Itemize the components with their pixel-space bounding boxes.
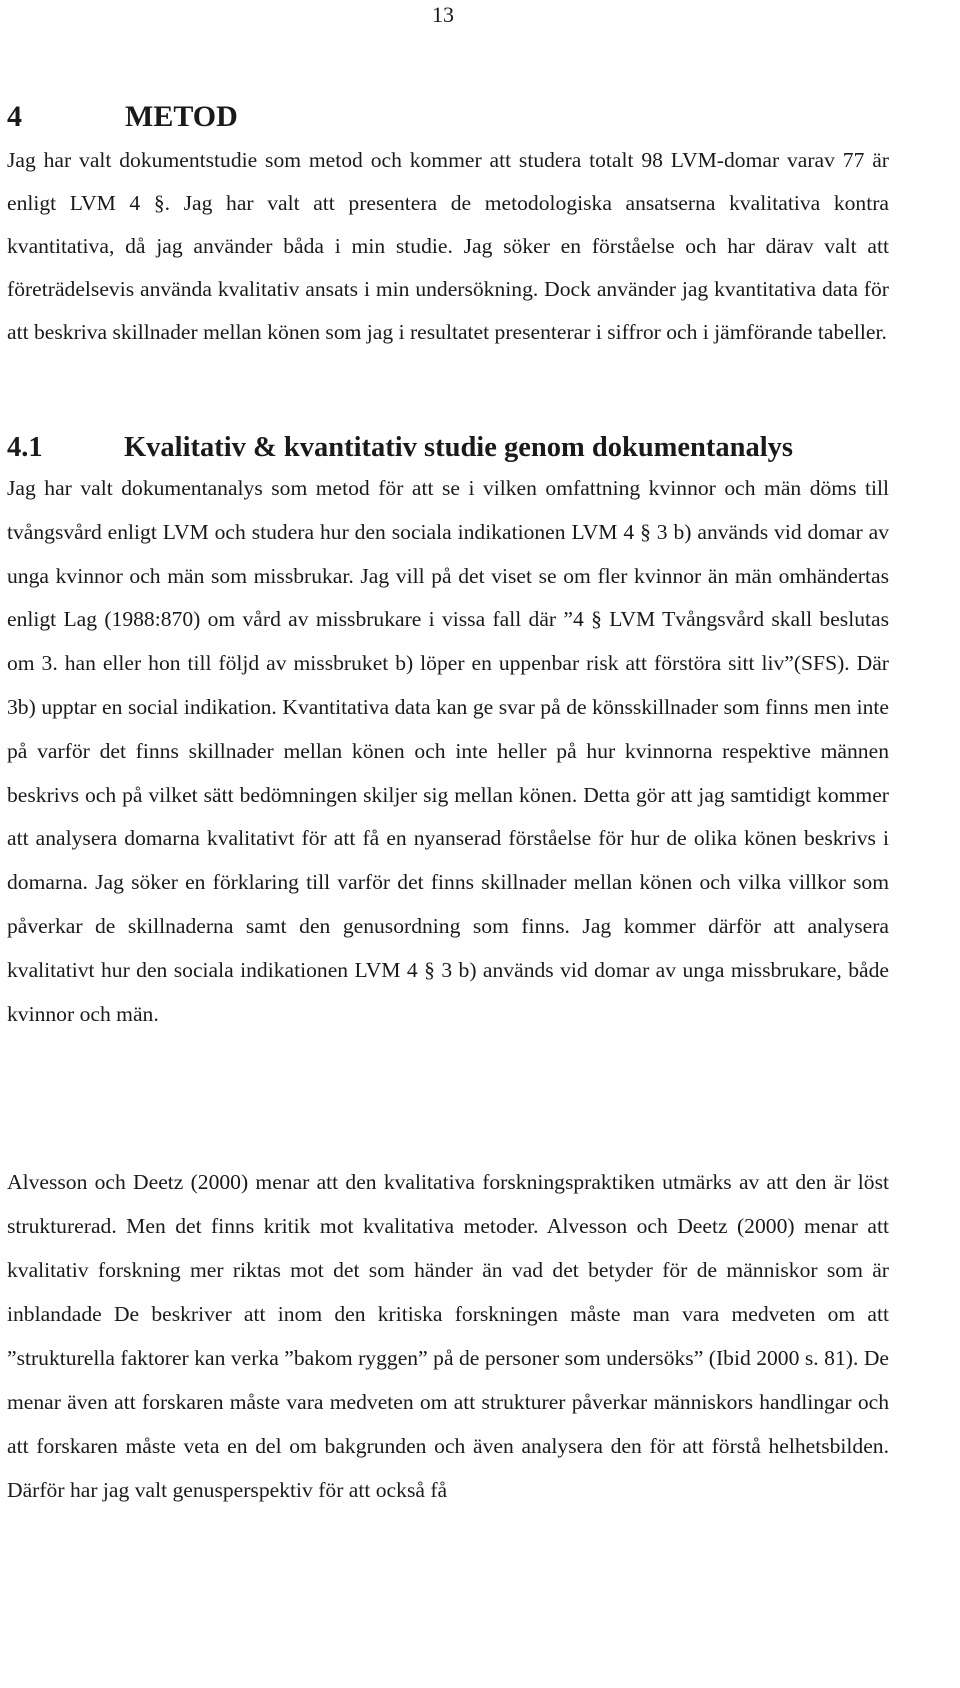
body-paragraph: Jag har valt dokumentanalys som metod för att se i vilken omfattning kvinnor och män döms till tvångsvård enligt LVM och studera hur den sociala indikationen LVM 4 § 3 b) används vid domar av unga kvinnor och män som missbrukar. Jag vill på det viset se om fler kvinnor än män omhändertas enligt Lag (1988:870) om vård av missbrukare i vissa fall där ”4 § LVM Tvångsvård skall beslutas om 3. han eller hon till följd av missbruket b) löper en uppenbar risk att förstöra sitt liv”(SFS). Där 3b) upptar en social indikation. Kvantitativa data kan ge svar på de könsskillnader som finns men inte på varför det finns skillnader mellan könen och inte heller på hur kvinnorna respektive männen beskrivs och på vilket sätt bedömningen skiljer sig mellan könen. Detta gör att jag samtidigt kommer att analysera domarna kvalitativt för att få en nyanserad förståelse för hur de olika könen beskrivs i domarna. Jag söker en förklaring till varför det finns skillnader mellan könen och vilka villkor som påverkar de skillnaderna samt den genusordning som finns. Jag kommer därför att analysera kvalitativt hur den sociala indikationen LVM 4 § 3 b) används vid domar av unga missbrukare, både kvinnor och män.: [7, 476, 889, 1026]
subsection-title: Kvalitativ & kvantitativ studie genom dokumentanalys: [124, 432, 794, 463]
section-heading: [7, 99, 238, 135]
subsection-heading: [7, 430, 793, 466]
body-paragraph: Alvesson och Deetz (2000) menar att den kvalitativa forskningspraktiken utmärks av att den är löst strukturerad. Men det finns kritik mot kvalitativa metoder. Alvesson och Deetz (2000) menar att kvalitativ forskning mer riktas mot det som händer än vad det betyder för de människor som är inblandade De beskriver att inom den kritiska forskningen måste man vara medveten om att ”strukturella faktorer kan verka ”bakom ryggen” på de personer som undersöks” (Ibid 2000 s. 81). De menar även att forskaren måste vara medveten om att strukturer påverkar människors handlingar och att forskaren måste veta en del om bakgrunden och även analysera den för att förstå helhetsbilden. Därför har jag valt genusperspektiv för att också få: [7, 1170, 889, 1502]
section-paragraph: Jag har valt dokumentstudie som metod och kommer att studera totalt 98 LVM-domar varav 77 är enligt LVM 4 §. Jag har valt att presentera de metodologiska ansatserna kvalitativa kontra kvantitativa, då jag använder båda i min studie. Jag söker en förståelse och har därav valt att företrädelsevis använda kvalitativ ansats i min undersökning. Dock använder jag kvantitativa data för att beskriva skillnader mellan könen som jag i resultatet presenterar i siffror och i jämförande tabeller.: [7, 148, 889, 344]
page-number: 13: [432, 2, 454, 27]
section-number: 4: [7, 100, 22, 133]
subsection-number: 4.1: [7, 432, 43, 463]
section-title: METOD: [125, 100, 238, 133]
